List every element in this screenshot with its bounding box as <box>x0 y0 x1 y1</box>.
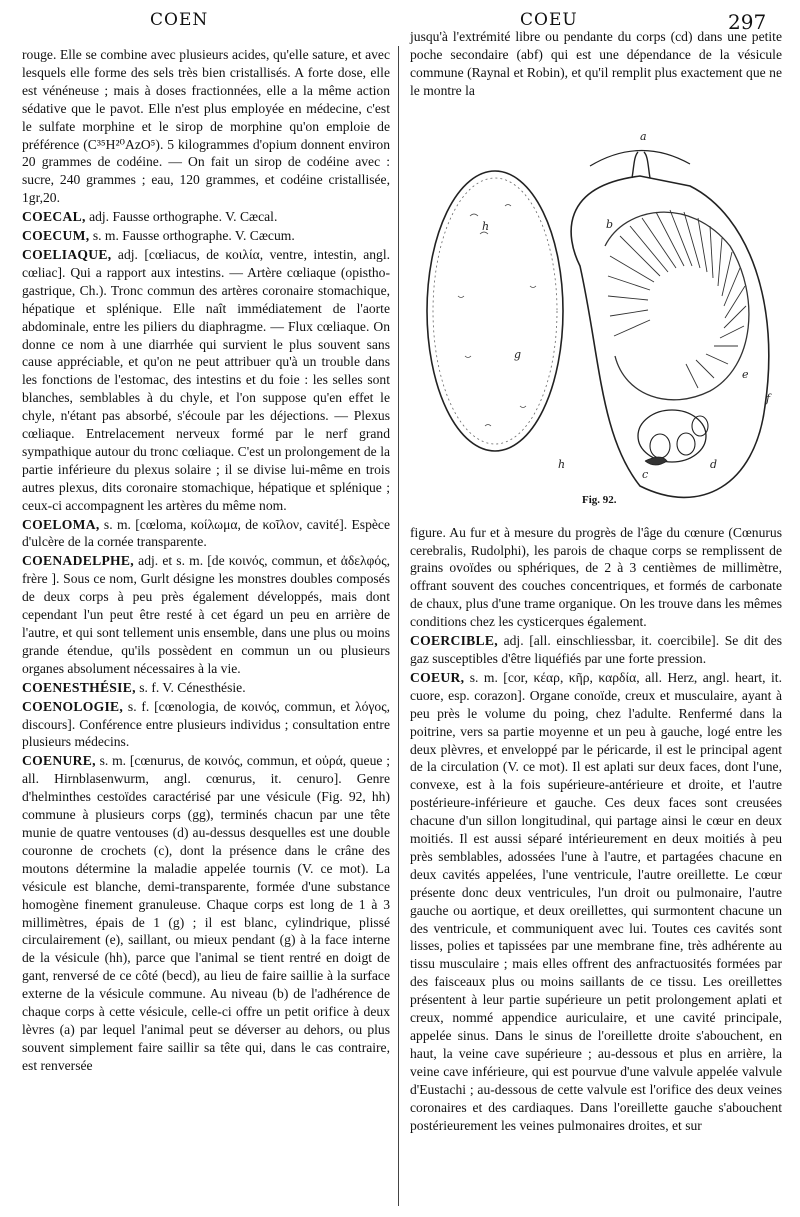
column-divider <box>398 46 399 1206</box>
definition: adj. [all. einschliessbar, it. coercibile]. Se dit des gaz susceptibles d'être liquéfiés par une forte pression. <box>410 633 782 666</box>
definition: s. m. [cœloma, κοίλωμα, de κοῖλον, cavité]. Espèce d'ulcère de la cornée transparente. <box>22 516 390 550</box>
definition: s. f. [cœnologia, de κοινός, commun, et λόγος, discours]. Conférence entre plusieurs individus ; consultation entre plusieurs médecins. <box>22 698 390 750</box>
entry-coenure <box>22 752 390 1074</box>
right-column <box>410 28 782 1134</box>
headword: COEUR, <box>410 669 465 685</box>
headword: COENURE, <box>22 753 96 769</box>
entry-coenadelphe <box>22 552 390 677</box>
figure-caption: Fig. 92. <box>582 493 617 506</box>
entry-coeliaque <box>22 246 390 515</box>
left-column <box>22 46 390 1075</box>
figure-label-b: b <box>606 217 614 231</box>
sucker-icon <box>692 416 708 436</box>
vesicle-granules <box>458 204 536 426</box>
sucker-icon <box>650 434 670 458</box>
figure-label-d: d <box>710 457 718 471</box>
entry-coecal <box>22 208 390 226</box>
figure-label-c: c <box>642 467 649 481</box>
headword: COENADELPHE, <box>22 553 134 569</box>
entry-coecum <box>22 227 390 245</box>
headword: COENESTHÉSIE, <box>22 679 136 695</box>
definition: s. m. Fausse orthographe. V. Cæcum. <box>92 228 295 244</box>
figure-92 <box>410 106 782 516</box>
sucker-icon <box>677 433 695 455</box>
entry-coercible <box>410 632 782 668</box>
headword: COELOMA, <box>22 516 100 532</box>
orifice-lips <box>632 152 650 178</box>
headword: COENOLOGIE, <box>22 698 124 714</box>
definition: s. f. V. Cénesthésie. <box>139 679 246 695</box>
figure-label-f: f <box>766 391 771 405</box>
entry-coeur <box>410 669 782 1135</box>
definition: s. m. [cœnurus, de κοινός, commun, et οὐρά, queue ; all. Hirnblasenwurm, angl. cœnurus, it. cenuro]. Genre d'helminthes cestoïdes caractérisé par une vésicule (Fig. 92, hh) commune à plusieurs corps (gg), terminés chacun par une tête munie de quatre ventouses (d) au-dessus desquelles est une double couronne de crochets (c), dont la présence dans le crâne des moutons détermine la maladie appelée tournis (V. ce mot). La vésicule est blanche, demi-transparente, formée d'une substance homogène finement granuleuse. Chaque corps est long de 1 à 3 millimètres, épais de 1 (g) ; il est blanc, cylindrique, plissé circulairement (e), saillant, ou mieux pendant (g) à la face interne de la vésicule (hh), parce que l'animal se tient rentré en doigt de gant, renversé de ce côté (becd), au lieu de faire saillie à la surface externe de la vésicule commune. Au niveau (b) de l'adhérence de chaque corps à cette vésicule, celle-ci offre un petit orifice à deux lèvres (a) par lequel l'animal peut se déverser au dehors, ou plus souvent simplement faire saillir sa tête qui, dans le cas contraire, est renversée <box>22 753 391 1073</box>
figure-label-g: g <box>514 347 522 361</box>
headword: COECUM, <box>22 228 90 244</box>
entry-coeloma <box>22 516 390 552</box>
headword: COERCIBLE, <box>410 633 498 649</box>
vesicle-oval <box>427 171 563 451</box>
outer-wall-arc <box>590 150 690 166</box>
continuation-paragraph: figure. Au fur et à mesure du progrès de l'âge du cœnure (Cœnurus cerebralis, Rudolphi), les parois de chaque corps se remplissent de grains ovoïdes ou sphériques, de 2 à 3 centièmes de millimètre, offrant souvent des couches concentriques, et formés de carbonate de chaux, plus d'une trame organique. On les trouve dans les mêmes conditions chez les cysticerques également. <box>410 524 782 630</box>
page-number: 297 <box>728 10 767 34</box>
definition: s. m. [cor, κέαρ, κῆρ, καρδία, all. Herz, angl. heart, it. cuore, esp. corazon]. Organe conoïde, creux et musculaire, ayant à peu près le volume du poing, chez l'adulte. Renfermé dans la poitrine, vers sa partie moyenne et un peu à gauche, logé entre les deux plèvres, et enveloppé par le péricarde, il est le principal agent de la circulation (V. ce mot). Il est aplati sur deux faces, dont l'une, convexe, est à la fois supérieure-antérieure et droite, et l'autre postérieure-inférieure et gauche. Ces deux faces sont creusées chacune d'un sillon longitudinal, qui partage ainsi le cœur en deux moitiés. Il est aussi séparé intérieurement en deux moitiés à peu près semblables, adossées l'une à l'autre, et partagées chacune en deux cavités appelées, l'une ventricule, l'autre oreillette. Le cœur présente donc deux ventricules, l'un droit ou pulmonaire, l'autre gauche ou aortique, et deux oreillettes, qui surmontent chacune un des ventricule, et communiquent avec lui. Toutes ces cavités sont lisses, polies et tapissées par une membrane fine, très adhérente au tissu musculaire ; mais elles offrent des anfractuosités formées par des faisceaux plus ou moins saillants de ce tissu. Les oreillettes présentent à leur partie supérieure un petit prolongement aplati et creux, nommé appendice auriculaire, et une cavité principale, appelée sinus. Dans le sinus de l'oreillette droite s'abouchent, en haut, la veine cave supérieure ; au-dessous et plus en arrière, la veine cave inférieure, qui est pourvue d'une valvule appelée valvule d'Eustachi ; au-dessous de cette valvule est l'orifice des deux veines coronaires et des cardiaques. Dans l'oreillette gauche s'abouchent postérieurement les veines pulmonaires droites, et sur <box>410 669 782 1133</box>
hook-crown-icon <box>645 457 667 465</box>
continuation-paragraph: jusqu'à l'extrémité libre ou pendante du corps (cd) dans une petite poche secondaire (abf) qui est une dépendance de la vésicule commune (Raynal et Robin), et qu'il remplit plus exactement que ne le montre la <box>410 29 782 98</box>
header-right-guide-word: COEU <box>520 10 578 30</box>
definition: adj. [cœliacus, de κοιλία, ventre, intestin, angl. cœliac]. Qui a rapport aux intestins. — Artère cœliaque (opistho-gastrique, Ch.). Tronc commun des artères coronaire stomachique, hépatique et splénique. Elle naît immédiatement de l'aorte abdominale, entre les piliers du diaphragme. — Flux cœliaque. On donne ce nom à une diarrhée qui survient le plus souvent sans cause appréciable, et qu'on ne peut attribuer qu'à un trouble dans les fonctions de l'estomac, des intestins et du foie : les selles sont blanches, semblables à du chyle, et l'on suppose qu'en effet le chyle, n'étant pas absorbé, s'écoule par les déjections. — Plexus cœliaque. Entrelacement nerveux formé par le nerf grand sympathique autour du tronc cœliaque. C'est un prolongement de la partie inférieure du plexus solaire ; il se divise lui-même en trois autres plexus, dits coronaire stomachique, hépatique et splénique ; ceux-ci accompagnent les artères du même nom. <box>22 246 390 513</box>
body-striations <box>608 210 746 388</box>
figure-label-h-bottom: h <box>558 457 566 471</box>
figure-label-a: a <box>640 129 647 143</box>
entry-coenologie <box>22 698 390 752</box>
inverted-body-curl <box>605 212 749 400</box>
scolex-head <box>638 410 708 465</box>
definition: adj. Fausse orthographe. V. Cæcal. <box>89 209 278 225</box>
entry-coenesthesie <box>22 679 390 697</box>
coenurus-illustration <box>410 106 782 516</box>
headword: COECAL, <box>22 209 86 225</box>
continuation-paragraph: rouge. Elle se combine avec plusieurs acides, qu'elle sature, et avec lesquels elle forme des sels très bien cristallisés. A forte dose, elle est vénéneuse ; mais à doses fractionnées, elle a la même action sédative que le pavot. Elle n'est plus employée en médecine, c'est le sulfate morphine et le sirop de morphine qu'on emploie de préférence (C³⁵H²⁰AzO⁵). 5 kilogrammes d'opium donnent environ 20 grammes de codéine. — On fait un sirop de codéine avec : sucre, 240 grammes ; eau, 120 grammes, et codéine cristallisée, 1gr,20. <box>22 47 390 206</box>
header-left-guide-word: COEN <box>150 10 209 30</box>
figure-label-e: e <box>742 367 749 381</box>
vesicle-inner-wall <box>433 178 557 444</box>
headword: COELIAQUE, <box>22 246 112 262</box>
figure-label-h-top: h <box>482 219 490 233</box>
definition: adj. et s. m. [de κοινός, commun, et ἀδελφός, frère ]. Sous ce nom, Gurlt désigne les monstres doubles composés de deux corps à peu près également développés, mais dont cependant l'un peut être resté à cet égard un peu en arrière de l'autre, et qui sont tellement unis ensemble, dans une plus ou moins grande étendue, qu'ils possèdent en commun un ou plusieurs organes absolument nécessaires à la vie. <box>22 553 390 676</box>
